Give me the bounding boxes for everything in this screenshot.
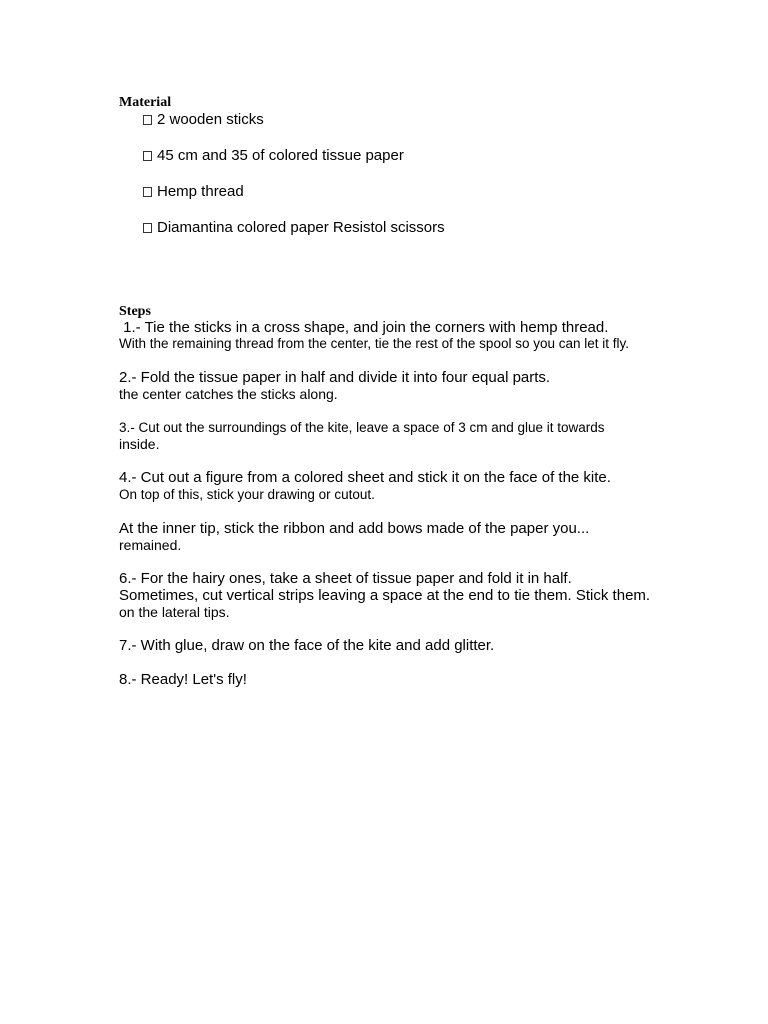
- step-line: on the lateral tips.: [119, 604, 230, 620]
- step-line: On top of this, stick your drawing or cutout.: [119, 487, 375, 502]
- checkbox-bullet-icon: [143, 187, 152, 197]
- checkbox-bullet-icon: [143, 151, 152, 161]
- material-heading: Material: [119, 95, 172, 110]
- step-line: 3.- Cut out the surroundings of the kite, leave a space of 3 cm and glue it towards: [119, 420, 605, 435]
- material-item: [143, 111, 264, 129]
- checkbox-bullet-icon: [143, 223, 152, 233]
- step-line: 1.- Tie the sticks in a cross shape, and join the corners with hemp thread.: [119, 319, 609, 336]
- step-line: 2.- Fold the tissue paper in half and divide it into four equal parts.: [119, 369, 551, 386]
- material-item-label: Hemp thread: [157, 183, 244, 200]
- step-line: the center catches the sticks along.: [119, 386, 338, 402]
- step-line: remained.: [119, 537, 182, 553]
- step-line: 7.- With glue, draw on the face of the kite and add glitter.: [119, 637, 495, 654]
- step-line: Sometimes, cut vertical strips leaving a space at the end to tie them. Stick them.: [119, 587, 651, 604]
- material-item: [143, 219, 445, 237]
- step-line: inside.: [119, 436, 160, 452]
- step-line: With the remaining thread from the center, tie the rest of the spool so you can let it fly.: [119, 336, 630, 351]
- steps-heading: Steps: [119, 304, 151, 319]
- step-line: 8.- Ready! Let's fly!: [119, 671, 247, 688]
- material-item-label: 45 cm and 35 of colored tissue paper: [157, 147, 404, 164]
- step-line: 4.- Cut out a figure from a colored sheet and stick it on the face of the kite.: [119, 469, 611, 486]
- material-item: [143, 147, 404, 165]
- step-line: At the inner tip, stick the ribbon and add bows made of the paper you...: [119, 520, 590, 537]
- material-item-label: Diamantina colored paper Resistol scissors: [157, 219, 445, 236]
- material-item-label: 2 wooden sticks: [157, 111, 264, 128]
- step-line: 6.- For the hairy ones, take a sheet of tissue paper and fold it in half.: [119, 570, 572, 587]
- material-item: [143, 183, 244, 201]
- checkbox-bullet-icon: [143, 115, 152, 125]
